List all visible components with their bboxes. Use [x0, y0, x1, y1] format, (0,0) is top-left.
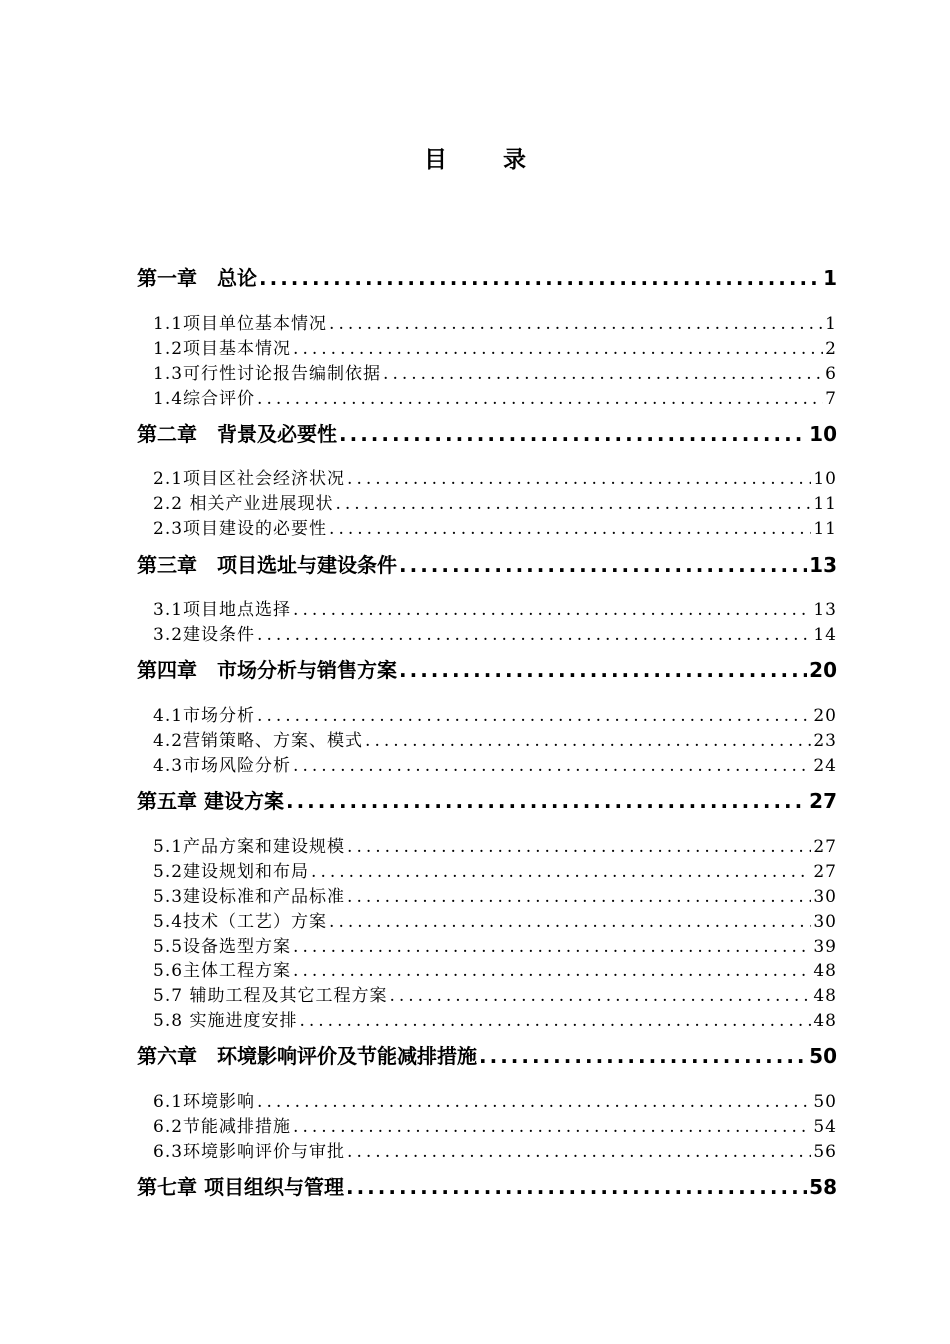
toc-page-number: 27 — [813, 837, 837, 857]
toc-entry-label: 2.1项目区社会经济状况 — [153, 469, 346, 489]
dot-leader — [299, 1009, 811, 1033]
toc-section[interactable] — [153, 387, 837, 411]
toc-entry-label: 1.1项目单位基本情况 — [153, 314, 328, 334]
toc-entry-label: 6.3环境影响评价与审批 — [153, 1142, 346, 1162]
toc-chapter-7[interactable] — [137, 1173, 837, 1201]
dot-leader — [257, 704, 811, 728]
toc-page-number: 48 — [813, 961, 837, 981]
dot-leader — [335, 492, 811, 516]
toc-page-number: 1 — [823, 266, 837, 290]
toc-entry-label: 4.1市场分析 — [153, 706, 256, 726]
toc-section[interactable] — [153, 1115, 837, 1139]
toc-page-number: 39 — [813, 937, 837, 957]
toc-section[interactable] — [153, 1009, 837, 1033]
dot-leader — [383, 362, 823, 386]
toc-page-number: 27 — [813, 862, 837, 882]
toc-page-number: 20 — [813, 706, 837, 726]
toc-page-number: 58 — [809, 1175, 837, 1199]
toc-section[interactable] — [153, 754, 837, 778]
dot-leader — [257, 623, 811, 647]
toc-section[interactable] — [153, 835, 837, 859]
toc-entry-label: 4.2营销策略、方案、模式 — [153, 731, 364, 751]
page-title: 目 录 — [423, 147, 550, 173]
toc-entry-label: 6.1环境影响 — [153, 1092, 256, 1112]
toc-entry-label: 1.4综合评价 — [153, 389, 256, 409]
toc-entry-label: 3.2建设条件 — [153, 625, 256, 645]
toc-entry-label: 第一章 总论 — [137, 266, 257, 290]
toc-entry-label: 2.3项目建设的必要性 — [153, 519, 328, 539]
dot-leader — [347, 467, 811, 491]
toc-page-number: 30 — [813, 912, 837, 932]
toc-page-number: 11 — [813, 519, 837, 539]
dot-leader — [389, 984, 811, 1008]
toc-page-number: 13 — [813, 600, 837, 620]
toc-chapter-6[interactable] — [137, 1042, 837, 1070]
toc-entry-label: 6.2节能减排措施 — [153, 1117, 292, 1137]
toc-section[interactable] — [153, 885, 837, 909]
dot-leader — [329, 910, 811, 934]
toc-chapter-2[interactable] — [137, 420, 837, 448]
toc-section[interactable] — [153, 959, 837, 983]
toc-chapter-3[interactable] — [137, 551, 837, 579]
toc-section[interactable] — [153, 362, 837, 386]
toc-page-number: 10 — [813, 469, 837, 489]
toc-page-number: 50 — [809, 1044, 837, 1068]
toc-entry-label: 第四章 市场分析与销售方案 — [137, 658, 397, 682]
toc-section[interactable] — [153, 312, 837, 336]
toc-entry-label: 5.2建设规划和布局 — [153, 862, 310, 882]
toc-entry-label: 5.6主体工程方案 — [153, 961, 292, 981]
toc-page-number: 48 — [813, 1011, 837, 1031]
toc-section[interactable] — [153, 623, 837, 647]
toc-entry-label: 1.3可行性讨论报告编制依据 — [153, 364, 382, 384]
toc-entry-label: 4.3市场风险分析 — [153, 756, 292, 776]
toc-page-number: 7 — [825, 389, 837, 409]
toc-page-number: 56 — [813, 1142, 837, 1162]
toc-chapter-5[interactable] — [137, 787, 837, 815]
dot-leader — [347, 835, 811, 859]
toc-entry-label: 2.2 相关产业进展现状 — [153, 494, 334, 514]
toc-entry-label: 第七章 项目组织与管理 — [137, 1175, 344, 1199]
toc-page-number: 48 — [813, 986, 837, 1006]
toc-chapter-4[interactable] — [137, 656, 837, 684]
toc-section[interactable] — [153, 517, 837, 541]
dot-leader — [311, 860, 811, 884]
toc-section[interactable] — [153, 704, 837, 728]
dot-leader — [399, 551, 807, 579]
toc-section[interactable] — [153, 910, 837, 934]
dot-leader — [293, 337, 823, 361]
toc-chapter-1[interactable] — [137, 264, 837, 292]
dot-leader — [365, 729, 811, 753]
toc-entry-label: 第二章 背景及必要性 — [137, 422, 337, 446]
dot-leader — [347, 1140, 811, 1164]
dot-leader — [347, 885, 811, 909]
toc-section[interactable] — [153, 729, 837, 753]
toc-page-number: 24 — [813, 756, 837, 776]
dot-leader — [399, 656, 807, 684]
toc-section[interactable] — [153, 492, 837, 516]
toc-entry-label: 第三章 项目选址与建设条件 — [137, 553, 397, 577]
toc-page-number: 23 — [813, 731, 837, 751]
dot-leader — [293, 598, 811, 622]
toc-entry-label: 第六章 环境影响评价及节能减排措施 — [137, 1044, 477, 1068]
toc-section[interactable] — [153, 984, 837, 1008]
dot-leader — [286, 787, 807, 815]
toc-entry-label: 第五章 建设方案 — [137, 789, 284, 813]
toc-page-number: 54 — [813, 1117, 837, 1137]
toc-entry-label: 5.1产品方案和建设规模 — [153, 837, 346, 857]
toc-page-number: 10 — [809, 422, 837, 446]
toc-page-number: 6 — [825, 364, 837, 384]
toc-page-number: 1 — [825, 314, 837, 334]
toc-page-number: 11 — [813, 494, 837, 514]
dot-leader — [329, 312, 823, 336]
dot-leader — [329, 517, 811, 541]
toc-page-number: 14 — [813, 625, 837, 645]
toc-entry-label: 1.2项目基本情况 — [153, 339, 292, 359]
dot-leader — [259, 264, 821, 292]
dot-leader — [293, 754, 811, 778]
toc-page-number: 13 — [809, 553, 837, 577]
toc-entry-label: 3.1项目地点选择 — [153, 600, 292, 620]
toc-entry-label: 5.7 辅助工程及其它工程方案 — [153, 986, 388, 1006]
toc-entry-label: 5.5设备选型方案 — [153, 937, 292, 957]
toc-entry-label: 5.8 实施进度安排 — [153, 1011, 298, 1031]
dot-leader — [339, 420, 807, 448]
toc-section[interactable] — [153, 467, 837, 491]
dot-leader — [479, 1042, 807, 1070]
dot-leader — [257, 387, 823, 411]
dot-leader — [293, 959, 811, 983]
toc-entry-label: 5.4技术（工艺）方案 — [153, 912, 328, 932]
toc-section[interactable] — [153, 935, 837, 959]
toc-section[interactable] — [153, 860, 837, 884]
toc-page-number: 27 — [809, 789, 837, 813]
toc-section[interactable] — [153, 1090, 837, 1114]
toc-page-number: 30 — [813, 887, 837, 907]
toc-section[interactable] — [153, 337, 837, 361]
toc-page-number: 2 — [825, 339, 837, 359]
dot-leader — [293, 935, 811, 959]
dot-leader — [293, 1115, 811, 1139]
toc-page-number: 50 — [813, 1092, 837, 1112]
dot-leader — [257, 1090, 811, 1114]
dot-leader — [346, 1173, 807, 1201]
toc-section[interactable] — [153, 1140, 837, 1164]
toc-section[interactable] — [153, 598, 837, 622]
toc-page-number: 20 — [809, 658, 837, 682]
toc-entry-label: 5.3建设标准和产品标准 — [153, 887, 346, 907]
